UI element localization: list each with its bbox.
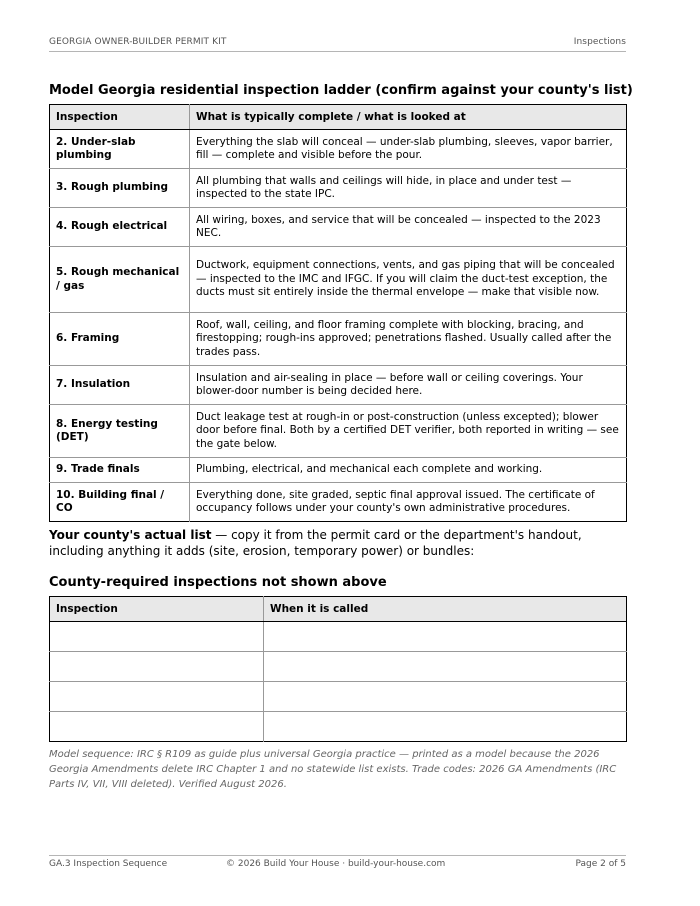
- inspection-step: 10. Building final / CO: [50, 483, 190, 522]
- header-kit-title: GEORGIA OWNER-BUILDER PERMIT KIT: [49, 37, 227, 47]
- inspection-step: 4. Rough electrical: [50, 208, 190, 247]
- table-row: [50, 458, 627, 483]
- column-header-description: What is typically complete / what is looked at: [190, 105, 627, 130]
- source-note: Model sequence: IRC § R109 as guide plus universal Georgia practice — printed as a model because the 2026 Georgia Amendments delete IRC Chapter 1 and no statewide list exists. Trade codes: 2026 GA Amendments (IRC Parts IV, VII, VIII deleted). Verified August 2026.: [49, 749, 617, 790]
- ladder-header-row: [50, 105, 627, 130]
- running-footer: [49, 859, 626, 871]
- county-list-lead: Your county's actual list: [49, 528, 212, 542]
- column-header-when-called: When it is called: [264, 597, 627, 622]
- blank-when-called-cell[interactable]: [264, 682, 627, 712]
- table-row: [50, 208, 627, 247]
- table-row: [50, 483, 627, 522]
- header-section-name: Inspections: [573, 37, 626, 47]
- table-row: [50, 130, 627, 169]
- blank-inspection-cell[interactable]: [50, 652, 264, 682]
- inspection-step: 8. Energy testing (DET): [50, 405, 190, 458]
- inspection-description: All plumbing that walls and ceilings will hide, in place and under test — inspected to the state IPC.: [190, 169, 627, 208]
- inspection-ladder-table: [49, 104, 627, 522]
- document-page: [49, 0, 633, 906]
- inspection-step: 9. Trade finals: [50, 458, 190, 483]
- footer-divider: [49, 855, 626, 856]
- table-row: [50, 622, 627, 652]
- inspection-description: Everything the slab will conceal — under-slab plumbing, sleeves, vapor barrier, fill — complete and visible before the pour.: [196, 135, 613, 161]
- running-header: [49, 37, 626, 47]
- county-header-row: [50, 597, 627, 622]
- table-row: [50, 712, 627, 742]
- inspection-description: Duct leakage test at rough-in or post-construction (unless excepted); blower door before final. Both by a certified DET verifier, both reported in writing — see the gate below.: [190, 405, 627, 458]
- blank-when-called-cell[interactable]: [264, 622, 627, 652]
- column-header-inspection: Inspection: [50, 597, 264, 622]
- blank-inspection-cell[interactable]: [50, 622, 264, 652]
- footer-page-number: Page 2 of 5: [575, 859, 626, 869]
- footer-copyright: © 2026 Build Your House · build-your-house.com: [226, 859, 446, 869]
- inspection-description: Ductwork, equipment connections, vents, and gas piping that will be concealed — inspected to the IMC and IFGC. If you will claim the duct-test exception, the ducts must sit entirely inside the thermal envelope — make that visible now.: [190, 247, 627, 313]
- inspection-description: Plumbing, electrical, and mechanical each complete and working.: [190, 458, 627, 483]
- blank-when-called-cell[interactable]: [264, 712, 627, 742]
- blank-inspection-cell[interactable]: [50, 712, 264, 742]
- footer-section-code: GA.3 Inspection Sequence: [49, 859, 168, 869]
- table-row: [50, 682, 627, 712]
- inspection-step: 6. Framing: [50, 313, 190, 366]
- inspection-step: 3. Rough plumbing: [50, 169, 190, 208]
- table-row: [50, 169, 627, 208]
- county-inspections-table: [49, 596, 627, 742]
- inspection-description: All wiring, boxes, and service that will be concealed — inspected to the 2023 NEC.: [190, 208, 627, 247]
- table-row: [50, 247, 627, 313]
- blank-when-called-cell[interactable]: [264, 652, 627, 682]
- inspection-description: Roof, wall, ceiling, and floor framing complete with blocking, bracing, and firestopping; rough-ins approved; penetrations flashed. Usually called after the trades pass.: [190, 313, 627, 366]
- table-row: [50, 405, 627, 458]
- inspection-step: 2. Under-slab plumbing: [50, 130, 190, 169]
- inspection-description: Everything done, site graded, septic final approval issued. The certificate of occupancy follows under your county's own administrative procedures.: [190, 483, 627, 522]
- table-row: [50, 313, 627, 366]
- table-row: [50, 652, 627, 682]
- blank-inspection-cell[interactable]: [50, 682, 264, 712]
- column-header-inspection: Inspection: [50, 105, 190, 130]
- inspection-step: 5. Rough mechanical / gas: [50, 247, 190, 313]
- inspection-description: Insulation and air-sealing in place — before wall or ceiling coverings. Your blower-door number is being decided here.: [190, 366, 627, 405]
- table-row: [50, 366, 627, 405]
- county-list-instructions: [49, 527, 626, 559]
- county-list-text: — copy it from the permit card or the department's handout, including anything it adds (site, erosion, temporary power) or bundles:: [49, 528, 582, 558]
- inspection-step: 7. Insulation: [50, 366, 190, 405]
- ladder-table-title: Model Georgia residential inspection ladder (confirm against your county's list): [49, 83, 633, 98]
- county-table-title: County-required inspections not shown above: [49, 575, 387, 590]
- header-divider: [49, 51, 626, 52]
